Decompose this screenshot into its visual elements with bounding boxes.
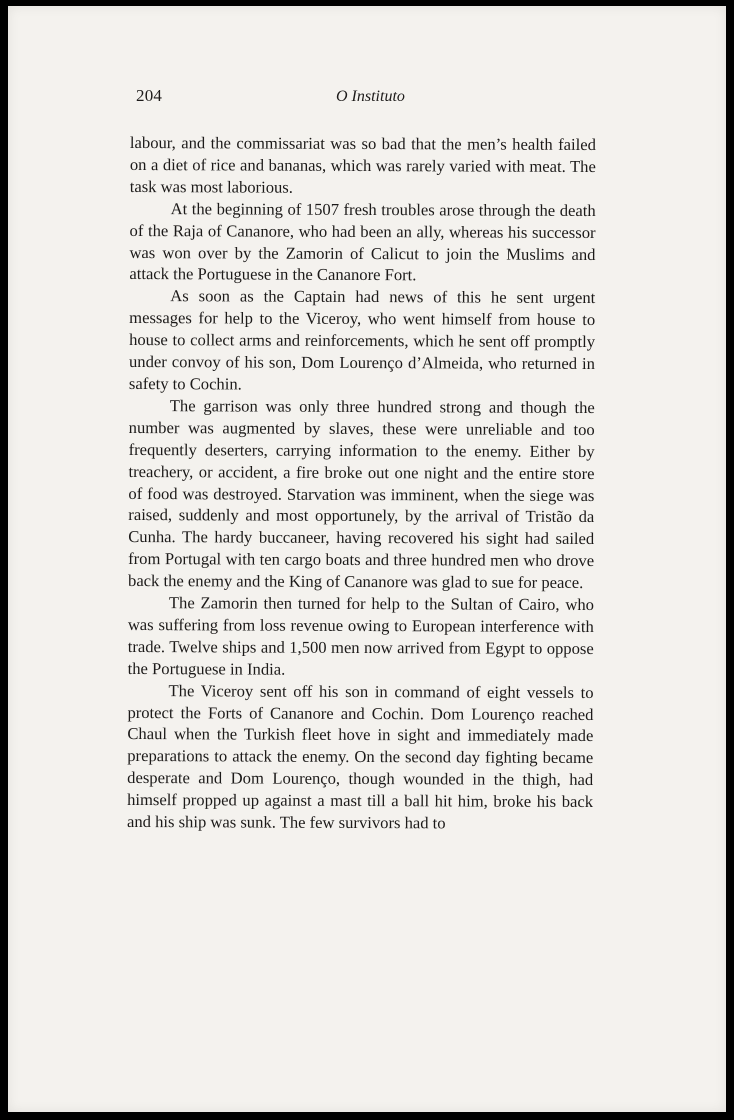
body-text (127, 132, 596, 835)
running-title: O Instituto (336, 88, 405, 105)
page-number: 204 (136, 86, 163, 105)
paragraph-continued: labour, and the commissariat was so bad that the men’s health failed on a diet of rice and bananas, which was rarely varied with meat. The task was most laborious. (129, 132, 596, 197)
paragraph-zamorin-sultan: The Zamorin then turned for help to the Sultan of Cairo, who was suffering from loss revenue owing to European interference with trade. Twelve ships and 1,500 men now arrived from Egypt to oppose the Portuguese in India. (127, 593, 594, 679)
paragraph-viceroy-son: The Viceroy sent off his son in command of eight vessels to protect the Forts of Cananore and Cochin. Dom Lourenço reached Chaul when the Turkish fleet hove in sight and immediately made preparations to attack the enemy. On the second day fighting became desperate and Dom Lourenço, though wounded in the thigh, had himself propped up against a mast till a ball hit him, broke his back and his ship was sunk. The few survivors had to (126, 680, 594, 833)
paragraph-garrison: The garrison was only three hundred strong and though the number was augmented by slaves, these were unreliable and too frequently deserters, carrying information to the enemy. Either by treachery, or accident, a fire broke out one night and the entire store of food was destroyed. Starvation was imminent, when the siege was raised, suddenly and most opportunely, by the arrival of Tristão da Cunha. The hardy buccaneer, having recovered his sight had sailed from Portugal with ten cargo boats and three hundred men who drove back the enemy and the King of Cananore was glad to sue for peace. (128, 396, 595, 593)
paragraph-captain-news: As soon as the Captain had news of this he sent urgent messages for help to the Viceroy, who went himself from house to house to collect arms and reinforcements, which he sent off promptly under convoy of his son, Dom Lourenço d’Almeida, who returned in safety to Cochin. (128, 286, 596, 394)
paragraph-raja-cananore: At the beginning of 1507 fresh troubles arose through the death of the Raja of Cananore, who had been an ally, whereas his successor was won over by the Zamorin of Calicut to join the Muslims and attack the Portuguese in the Cananore Fort. (129, 198, 596, 285)
page-header (136, 86, 606, 116)
